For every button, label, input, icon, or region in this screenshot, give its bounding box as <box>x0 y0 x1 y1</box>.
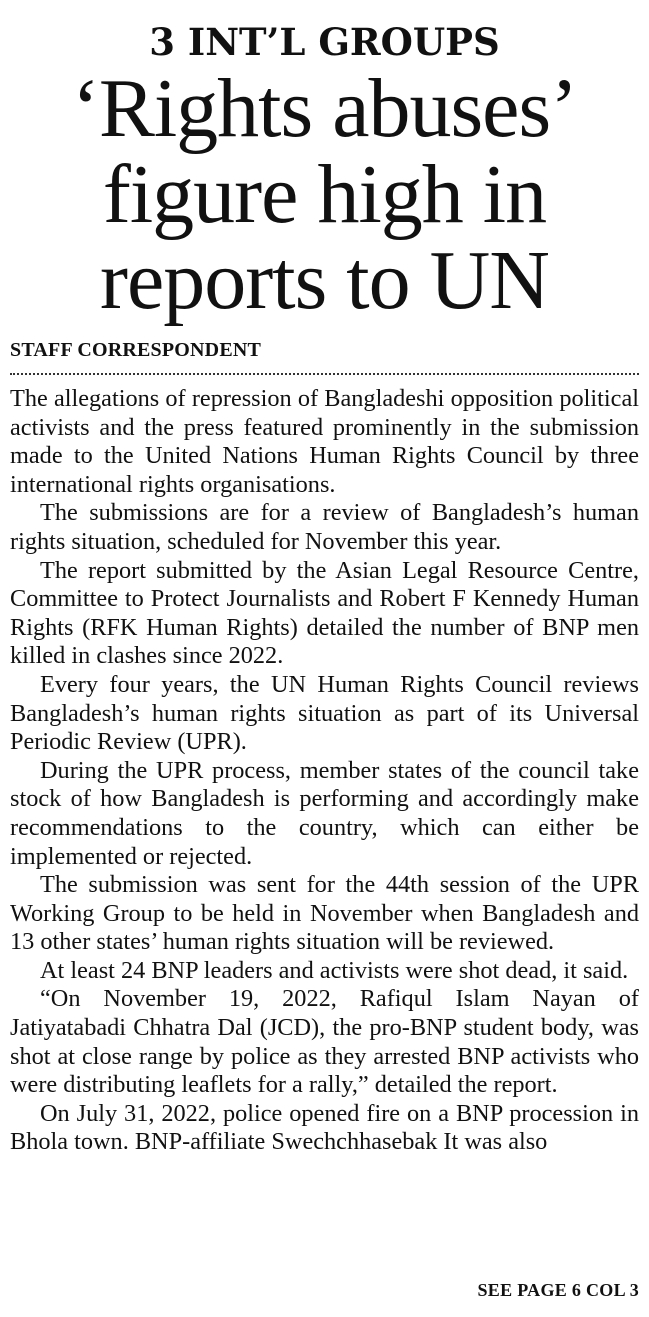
paragraph: The submissions are for a review of Bangladesh’s human rights situation, scheduled for November this year. <box>10 499 639 555</box>
byline: STAFF CORRESPONDENT <box>10 339 262 361</box>
paragraph: On July 31, 2022, police opened fire on a BNP procession in Bhola town. BNP-affiliate Swechchhasebak It was also <box>10 1099 639 1156</box>
paragraph: The report submitted by the Asian Legal Resource Centre, Committee to Protect Journalists and Robert F Kennedy Human Rights (RFK Human Rights) detailed the number of BNP men killed in clashes since 2022. <box>10 556 639 670</box>
paragraph: At least 24 BNP leaders and activists were shot dead, it said. <box>40 956 629 984</box>
headline-line: reports to UN <box>100 234 549 327</box>
paragraph: During the UPR process, member states of the council take stock of how Bangladesh is performing and accordingly make recommendations to the country, which can either be implemented or rejected. <box>10 756 639 870</box>
article <box>10 0 639 1157</box>
kicker: 3 INT’L GROUPS <box>149 20 500 64</box>
continuation-jump: SEE PAGE 6 COL 3 <box>477 1280 639 1300</box>
paragraph: The allegations of repression of Bangladeshi opposition political activists and the press featured prominently in the submission made to the United Nations Human Rights Council by three international rights organisations. <box>10 385 639 498</box>
article-body <box>10 385 639 1157</box>
paragraph: “On November 19, 2022, Rafiqul Islam Nayan of Jatiyatabadi Chhatra Dal (JCD), the pro-BNP student body, was shot at close range by police as they arrested BNP activists who were distributing leaflets for a rally,” detailed the report. <box>10 985 639 1099</box>
paragraph: Every four years, the UN Human Rights Council reviews Bangladesh’s human rights situation as part of its Universal Periodic Review (UPR). <box>10 670 639 756</box>
headline <box>10 62 639 327</box>
dotted-divider <box>10 373 639 375</box>
headline-line: figure high in <box>102 148 547 241</box>
headline-line: ‘Rights abuses’ <box>71 62 578 155</box>
paragraph: The submission was sent for the 44th session of the UPR Working Group to be held in November when Bangladesh and 13 other states’ human rights situation will be reviewed. <box>10 871 639 956</box>
